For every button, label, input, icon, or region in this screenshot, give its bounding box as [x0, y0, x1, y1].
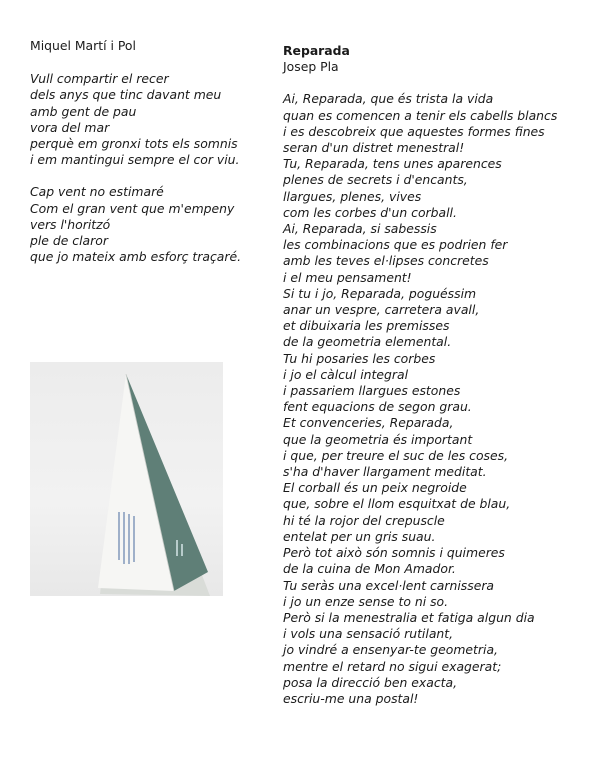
poem-line: seran d'un distret menestral! [283, 140, 465, 156]
poem-line: mentre el retard no sigui exagerat; [283, 658, 502, 674]
right-poem-body [283, 91, 603, 707]
poem-line: jo vindré a ensenyar-te geometria, [283, 642, 498, 658]
poem-line: vora del mar [30, 119, 110, 135]
left-stanza-1 [30, 71, 280, 168]
poem-line: amb gent de pau [30, 103, 137, 119]
poem-line: anar un vespre, carretera avall, [283, 302, 480, 318]
poem-line: escriu-me una postal! [283, 690, 419, 706]
poem-line: i el meu pensament! [283, 269, 412, 285]
poem-line: llargues, plenes, vives [283, 188, 422, 204]
poem-line: posa la direcció ben exacta, [283, 674, 458, 690]
poem-line: amb les teves el·lipses concretes [283, 253, 489, 269]
poem-line: que, sobre el llom esquitxat de blau, [283, 496, 511, 512]
poem-line: que jo mateix amb esforç traçaré. [30, 249, 242, 265]
poem-line: i jo un enze sense to ni so. [283, 593, 449, 609]
poem-line: Cap vent no estimaré [30, 184, 164, 200]
left-poem [30, 38, 280, 281]
poem-line: i que, per treure el suc de les coses, [283, 447, 509, 463]
poem-line: Però tot això són somnis i quimeres [283, 545, 505, 561]
poem-line: que la geometria és important [283, 431, 473, 447]
left-poem-author: Miquel Martí i Pol [30, 38, 136, 53]
poem-author: Josep Pla [283, 59, 339, 75]
poem-line: i vols una sensació rutilant, [283, 626, 454, 642]
poem-line: Tu seràs una excel·lent carnissera [283, 577, 495, 593]
poem-line: Et convenceries, Reparada, [283, 415, 454, 431]
poem-line: Vull compartir el recer [30, 71, 169, 87]
poem-line: dels anys que tinc davant meu [30, 87, 222, 103]
right-poem [283, 43, 603, 723]
poem-line: entelat per un gris suau. [283, 528, 436, 544]
poem-line: et dibuixaria les premisses [283, 318, 450, 334]
folded-card-illustration [30, 362, 223, 596]
poem-line: Si tu i jo, Reparada, poguéssim [283, 285, 477, 301]
poem-line: Però si la menestralia et fatiga algun dia [283, 609, 535, 625]
poem-line: i passariem llargues estones [283, 383, 461, 399]
poem-line: Tu, Reparada, tens unes aparences [283, 156, 502, 172]
poem-line: Ai, Reparada, que és trista la vida [283, 91, 494, 107]
poem-line: de la cuina de Mon Amador. [283, 561, 456, 577]
poem-line: fent equacions de segon grau. [283, 399, 472, 415]
poem-line: Tu hi posaries les corbes [283, 350, 436, 366]
poem-line: i em mantingui sempre el cor viu. [30, 152, 240, 168]
poem-line: Com el gran vent que m'empeny [30, 200, 235, 216]
poem-line: de la geometria elemental. [283, 334, 452, 350]
poem-line: perquè em gronxi tots els somnis [30, 136, 238, 152]
poem-line: Ai, Reparada, si sabessis [283, 221, 437, 237]
poem-line: i es descobreix que aquestes formes fines [283, 123, 545, 139]
poem-line: plenes de secrets i d'encants, [283, 172, 468, 188]
poem-title: Reparada [283, 43, 350, 58]
left-stanza-2 [30, 184, 280, 265]
poem-line: quan es comencen a tenir els cabells blancs [283, 107, 558, 123]
folded-card-photo [30, 362, 223, 596]
poem-line: hi té la rojor del crepuscle [283, 512, 445, 528]
poem-line: i jo el càlcul integral [283, 366, 409, 382]
poem-line: El corball és un peix negroide [283, 480, 467, 496]
poem-line: s'ha d'haver llargament meditat. [283, 464, 487, 480]
poem-line: vers l'horitzó [30, 216, 111, 232]
poem-line: ple de claror [30, 233, 108, 249]
poem-line: com les corbes d'un corball. [283, 204, 457, 220]
poem-line: les combinacions que es podrien fer [283, 237, 508, 253]
